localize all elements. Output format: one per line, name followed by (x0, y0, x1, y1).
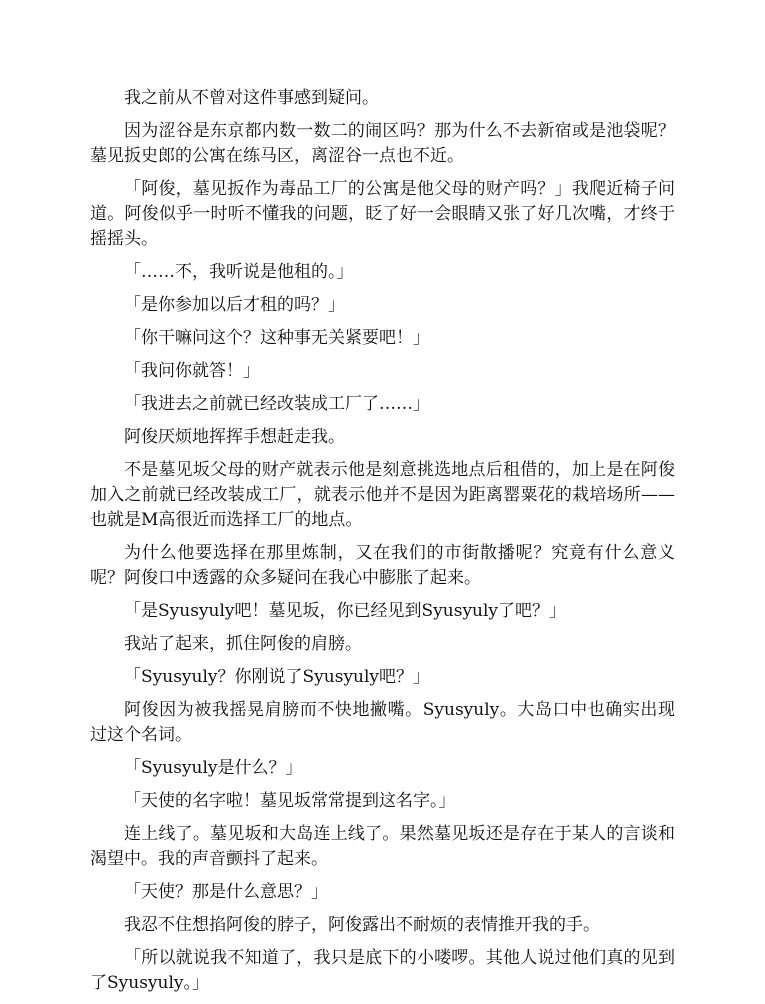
paragraph: 我忍不住想掐阿俊的脖子，阿俊露出不耐烦的表情推开我的手。 (124, 915, 600, 935)
paragraph: 「天使的名字啦！墓见坂常常提到这名字。」 (124, 791, 456, 811)
paragraph: 因为涩谷是东京都内数一数二的闹区吗？那为什么不去新宿或是池袋呢？墓见扳史郎的公寓在练马区，离涩谷一点也不近。 (90, 121, 675, 166)
paragraph: 「是你参加以后才租的吗？」 (124, 295, 345, 315)
paragraph: 「是Syusyuly吧！墓见坂，你已经见到Syusyuly了吧？」 (124, 601, 567, 621)
paragraph: 「我问你就答！」 (124, 361, 260, 381)
paragraph: 连上线了。墓见坂和大岛连上线了。果然墓见坂还是存在于某人的言谈和渴望中。我的声音颤抖了起来。 (90, 824, 675, 869)
paragraph: 「所以就说我不知道了，我只是底下的小喽啰。其他人说过他们真的见到了Syusyuly。」 (90, 948, 675, 993)
paragraph: 不是墓见坂父母的财产就表示他是刻意挑选地点后租借的，加上是在阿俊加入之前就已经改装成工厂，就表示他并不是因为距离罂粟花的栽培场所——也就是M高很近而选择工厂的地点。 (90, 460, 675, 530)
paragraph: 「你干嘛问这个？这种事无关紧要吧！」 (124, 328, 430, 348)
paragraph: 「Syusyuly？你刚说了Syusyuly吧？」 (124, 667, 431, 687)
document-body (90, 86, 675, 1004)
paragraph: 我之前从不曾对这件事感到疑问。 (124, 88, 379, 108)
paragraph: 为什么他要选择在那里炼制，又在我们的市街散播呢？究竟有什么意义呢？阿俊口中透露的众多疑问在我心中膨胀了起来。 (90, 543, 675, 588)
paragraph: 「天使？那是什么意思？」 (124, 882, 328, 902)
paragraph: 「……不，我听说是他租的。」 (124, 262, 354, 282)
paragraph: 阿俊因为被我摇晃肩膀而不快地撇嘴。Syusyuly。大岛口中也确实出现过这个名词。 (90, 700, 675, 745)
paragraph: 阿俊厌烦地挥挥手想赶走我。 (124, 427, 345, 447)
paragraph: 「阿俊，墓见扳作为毒品工厂的公寓是他父母的财产吗？」我爬近椅子问道。阿俊似乎一时听不懂我的问题，眨了好一会眼睛又张了好几次嘴，才终于摇摇头。 (90, 179, 675, 249)
paragraph: 「我进去之前就已经改装成工厂了……」 (124, 394, 430, 414)
paragraph: 我站了起来，抓住阿俊的肩膀。 (124, 634, 362, 654)
paragraph: 「Syusyuly是什么？」 (124, 758, 303, 778)
